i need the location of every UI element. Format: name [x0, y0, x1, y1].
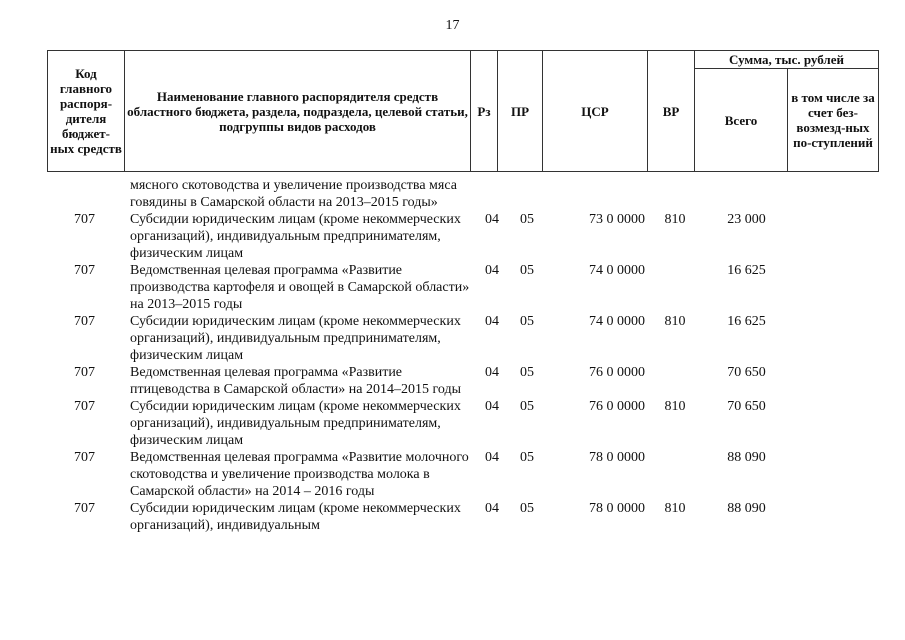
row-pr: 05: [520, 263, 534, 278]
row-name: Субсидии юридическим лицам (кроме некоммерческих организаций), индивидуальным предпринимателям, физическим лицам: [130, 399, 461, 448]
row-name: Ведомственная целевая программа «Развитие производства картофеля и овощей в Самарской области» на 2013–2015 годы: [130, 263, 470, 312]
row-code: 707: [74, 212, 95, 227]
row-vr: 810: [664, 399, 686, 414]
header-vr: ВР: [648, 51, 695, 172]
header-sum: Сумма, тыс. рублей: [695, 51, 879, 69]
row-rz: 04: [485, 501, 499, 516]
table-body: [47, 177, 882, 534]
page-number: 17: [445, 18, 460, 33]
table-row: [47, 364, 882, 398]
row-rz: 04: [485, 263, 499, 278]
header-pr: ПР: [498, 51, 543, 172]
row-name: Ведомственная целевая программа «Развитие птицеводства в Самарской области» на 2014–2015 годы: [130, 365, 461, 397]
row-pr: 05: [520, 212, 534, 227]
header-total: Всего: [695, 69, 788, 172]
header-rz: Рз: [471, 51, 498, 172]
table-row: [47, 262, 882, 313]
row-csr: 74 0 0000: [589, 314, 645, 329]
row-vr: 810: [664, 501, 686, 516]
row-vr: 810: [664, 212, 686, 227]
row-rz: 04: [485, 399, 499, 414]
row-total: 16 625: [727, 263, 766, 278]
header-name: Наименование главного распорядителя средств областного бюджета, раздела, подраздела, целевой статьи, подгруппы видов расходов: [125, 51, 471, 172]
row-csr: 73 0 0000: [589, 212, 645, 227]
row-rz: 04: [485, 450, 499, 465]
row-rz: 04: [485, 212, 499, 227]
row-total: 16 625: [727, 314, 766, 329]
header-incl: в том числе за счет без-возмезд-ных по-ступлений: [788, 69, 879, 172]
row-rz: 04: [485, 365, 499, 380]
row-code: 707: [74, 501, 95, 516]
row-csr: 78 0 0000: [589, 501, 645, 516]
table-row: [47, 500, 882, 534]
row-name: Субсидии юридическим лицам (кроме некоммерческих организаций), индивидуальным: [130, 501, 461, 533]
table-row: [47, 398, 882, 449]
row-total: 23 000: [727, 212, 766, 227]
header-code: Код главного распоря-дителя бюджет-ных средств: [48, 51, 125, 172]
row-csr: 74 0 0000: [589, 263, 645, 278]
row-name: Ведомственная целевая программа «Развитие молочного скотоводства и увеличение производства молока в Самарской области» на 2014 – 2016 годы: [130, 450, 469, 499]
row-pr: 05: [520, 450, 534, 465]
row-name: Субсидии юридическим лицам (кроме некоммерческих организаций), индивидуальным предпринимателям, физическим лицам: [130, 314, 461, 363]
row-code: 707: [74, 263, 95, 278]
row-rz: 04: [485, 314, 499, 329]
row-total: 70 650: [727, 365, 766, 380]
table-row: [47, 313, 882, 364]
table-row: [47, 211, 882, 262]
row-csr: 78 0 0000: [589, 450, 645, 465]
row-csr: 76 0 0000: [589, 365, 645, 380]
row-name: Субсидии юридическим лицам (кроме некоммерческих организаций), индивидуальным предпринимателям, физическим лицам: [130, 212, 461, 261]
row-code: 707: [74, 314, 95, 329]
row-total: 88 090: [727, 501, 766, 516]
row-vr: 810: [664, 314, 686, 329]
row-pr: 05: [520, 501, 534, 516]
row-csr: 76 0 0000: [589, 399, 645, 414]
row-code: 707: [74, 399, 95, 414]
row-name: мясного скотоводства и увеличение производства мяса говядины в Самарской области на 2013–2015 годы»: [130, 178, 457, 210]
table-row: [47, 449, 882, 500]
table-row: [47, 177, 882, 211]
header-csr: ЦСР: [543, 51, 648, 172]
row-pr: 05: [520, 399, 534, 414]
row-pr: 05: [520, 365, 534, 380]
row-pr: 05: [520, 314, 534, 329]
row-total: 88 090: [727, 450, 766, 465]
row-total: 70 650: [727, 399, 766, 414]
row-code: 707: [74, 450, 95, 465]
table-header: [47, 50, 879, 172]
row-code: 707: [74, 365, 95, 380]
